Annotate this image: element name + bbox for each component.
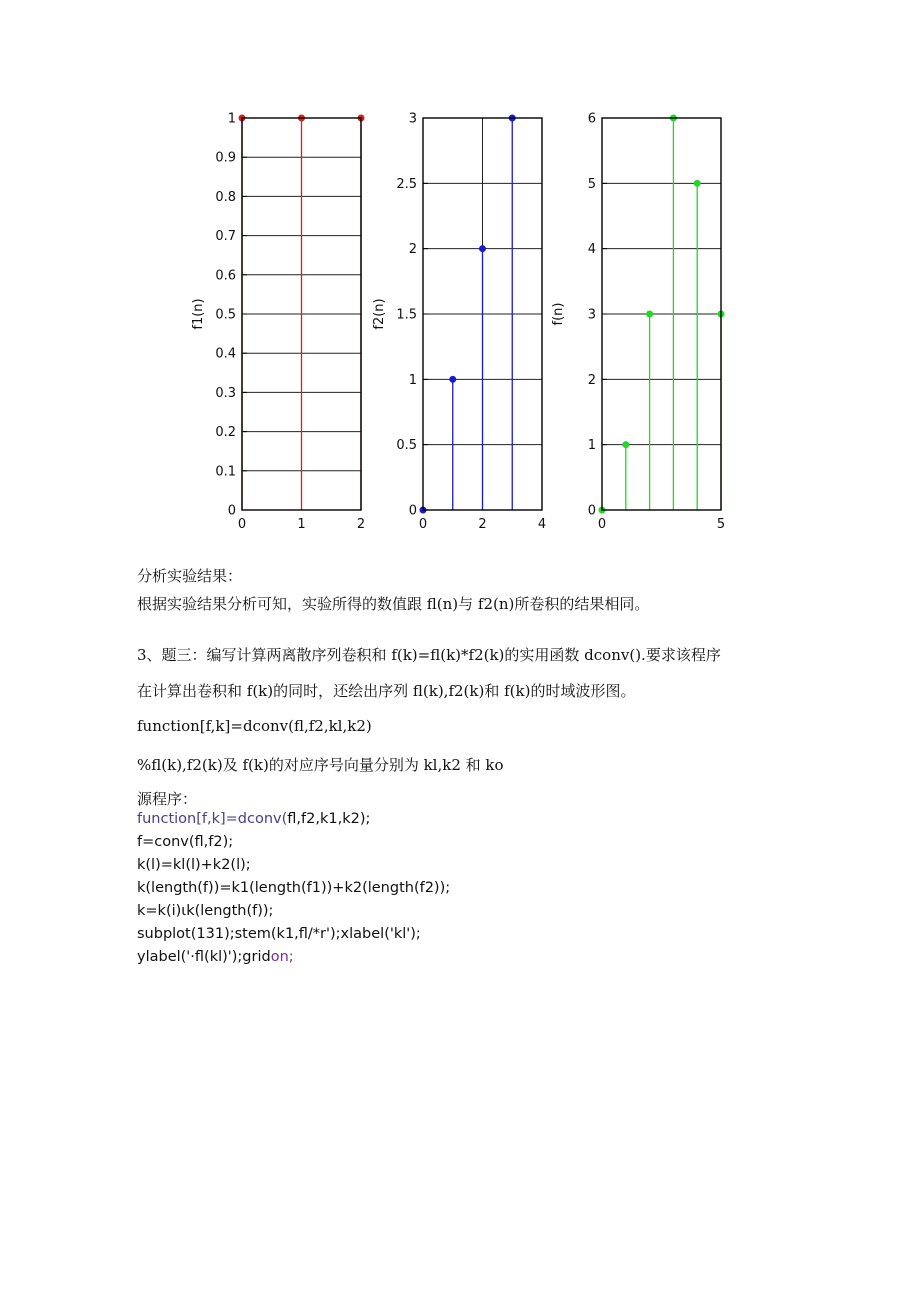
question-3-line-1: 3、题三：编写计算两离散序列卷积和 f(k)=fl(k)*f2(k)的实用函数 dconv().要求该程序 — [137, 646, 721, 664]
x-tick-label: 0 — [418, 517, 428, 532]
y-tick-label: 1 — [227, 111, 236, 127]
y-tick-label: 0.7 — [215, 229, 236, 245]
y-tick-label: 0.1 — [215, 464, 236, 480]
y-tick-label: 1.5 — [396, 307, 417, 323]
question-3-line-2: 在计算出卷积和 f(k)的同时，还绘出序列 fl(k),f2(k)和 f(k)的时域波形图。 — [137, 682, 636, 700]
comment-line: %fl(k),f2(k)及 f(k)的对应序号向量分别为 kl,k2 和 ko — [137, 756, 504, 774]
source-title: 源程序： — [137, 790, 198, 808]
y-tick-label: 6 — [587, 111, 596, 127]
code-line-1 — [137, 811, 370, 827]
stem-marker — [480, 246, 486, 252]
function-signature: function[f,k]=dconv(fl,f2,kl,k2) — [137, 717, 372, 735]
y-tick-label: 0 — [408, 503, 417, 519]
x-tick-label: 2 — [478, 517, 487, 532]
analysis-body: 根据实验结果分析可知，实验所得的数值跟 fl(n)与 f2(n)所卷积的结果相同。 — [137, 595, 650, 613]
y-tick-label: 0.4 — [215, 346, 236, 362]
y-tick-label: 0.9 — [215, 150, 236, 166]
y-tick-label: 0.2 — [215, 425, 236, 441]
y-tick-label: 0.8 — [215, 189, 236, 205]
stem-marker — [694, 180, 700, 186]
code-function-keyword: function[f,k]=dconv( — [137, 811, 288, 827]
y-tick-label: 2.5 — [396, 176, 417, 192]
x-tick-label: 1 — [297, 517, 306, 532]
y-tick-label: 0 — [587, 503, 596, 519]
code-line-2: f=conv(fl,f2); — [137, 834, 234, 850]
y-tick-label: 1 — [408, 372, 417, 388]
y-tick-label: 2 — [408, 242, 417, 258]
y-tick-label: 3 — [587, 307, 596, 323]
code-line-7 — [137, 949, 294, 965]
code-ylabel: ylabel('·fl(kl)');grid — [137, 949, 271, 965]
code-line-4: k(length(f))=k1(length(f1))+k2(length(f2)); — [137, 880, 451, 896]
analysis-title: 分析实验结果： — [137, 567, 243, 585]
y-axis-label: f(n) — [551, 302, 566, 326]
code-line-3: k(l)=kl(l)+k2(l); — [137, 857, 251, 873]
code-function-args: fl,f2,k1,k2); — [287, 811, 371, 827]
stem-plots-figure — [0, 0, 920, 545]
code-line-6: subplot(131);stem(k1,fl/*r');xlabel('kl'); — [137, 926, 421, 942]
x-tick-label: 2 — [356, 517, 366, 532]
y-axis-label: f1(n) — [191, 298, 206, 330]
y-tick-label: 3 — [408, 111, 417, 127]
x-tick-label: 0 — [597, 517, 607, 532]
y-tick-label: 2 — [587, 372, 596, 388]
y-tick-label: 0.6 — [215, 268, 236, 284]
stem-marker — [450, 376, 456, 382]
y-tick-label: 0.5 — [215, 307, 236, 323]
code-line-5: k=k(i)ιk(length(f)); — [137, 903, 274, 919]
y-axis-label: f2(n) — [372, 298, 387, 330]
stem-marker — [623, 442, 629, 448]
y-tick-label: 0.3 — [215, 385, 236, 401]
x-tick-label: 5 — [716, 517, 726, 532]
y-tick-label: 0 — [227, 503, 236, 519]
x-tick-label: 4 — [537, 517, 547, 532]
y-tick-label: 1 — [587, 438, 596, 454]
x-tick-label: 0 — [237, 517, 247, 532]
y-tick-label: 4 — [587, 242, 596, 258]
stem-marker — [647, 311, 653, 317]
y-tick-label: 5 — [587, 176, 596, 192]
code-keyword-on: on; — [270, 949, 294, 965]
y-tick-label: 0.5 — [396, 438, 417, 454]
